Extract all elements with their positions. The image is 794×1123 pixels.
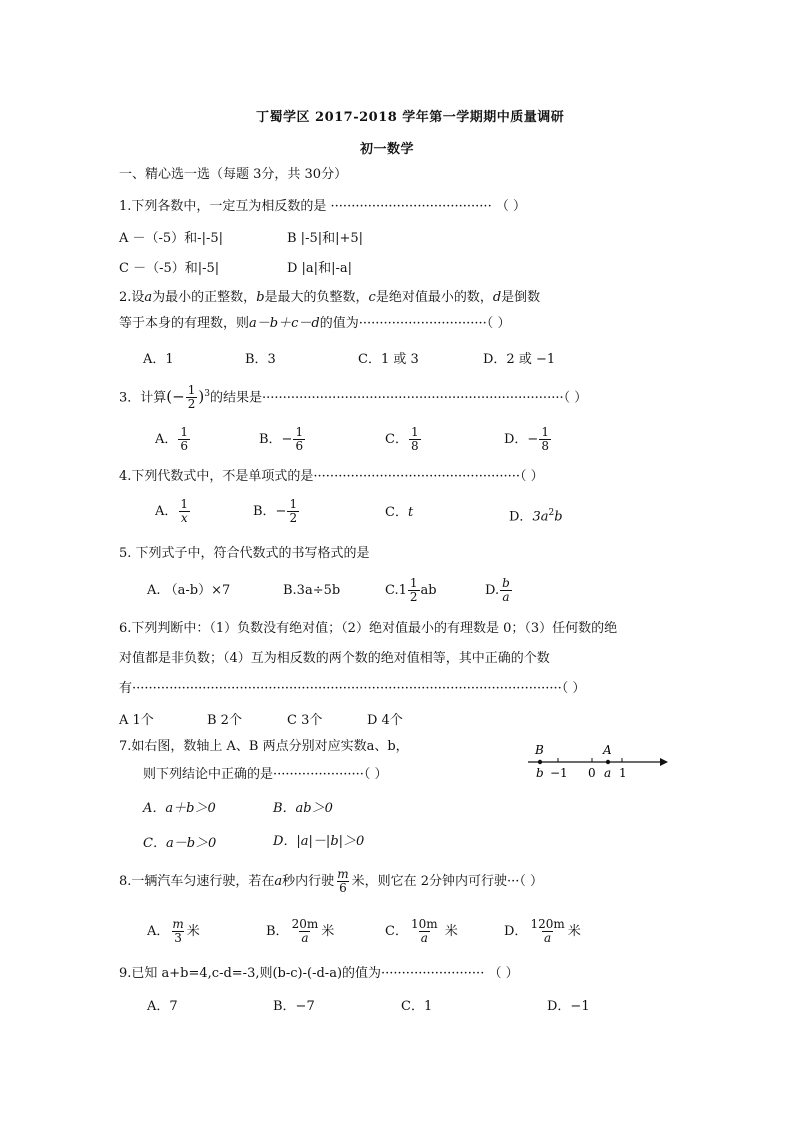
q4-d-expression: 3a [532, 509, 549, 525]
question-8-stem [119, 865, 543, 899]
q3-d-numerator: 1 [541, 425, 549, 439]
q3-c-numerator: 1 [410, 425, 419, 439]
question-2-option-b: B．3 [245, 352, 276, 367]
question-9-option-c: C．1 [401, 999, 433, 1014]
question-5-option-b: B.3a÷5b [283, 583, 341, 598]
question-6-option-a: A 1个 [119, 713, 154, 728]
q8-text-c: 米，则它在 2分钟内可行驶···（ ） [351, 874, 544, 889]
question-7-line-1: 7.如右图，数轴上 A、B 两点分别对应实数a、b， [119, 739, 409, 754]
q4-c-variable: t [407, 505, 414, 520]
q8-b-prefix: B． [266, 924, 289, 939]
question-7-option-d: D．|a|－|b|＞0 [273, 834, 365, 849]
q8-denominator: 6 [339, 881, 347, 895]
q2-text-c: 是最大的负整数， [264, 290, 369, 305]
question-4-option-d [509, 505, 563, 525]
question-9-option-d: D．−1 [547, 999, 590, 1014]
q8-distance-fraction [335, 868, 350, 895]
question-6-line-2: 对值都是非负数；（4）互为相反数的两个数的绝对值相等，其中正确的个数 [119, 651, 550, 666]
tick-label-a: a [604, 766, 612, 780]
point-b-dot [538, 760, 542, 764]
q8-b-numerator: 20m [291, 917, 319, 931]
q5-d-denominator: a [502, 590, 510, 604]
q8-d-unit: 米 [567, 924, 581, 939]
exam-subtitle: 初一数学 [360, 142, 415, 157]
q2-text-a: 2.设 [119, 290, 145, 305]
q3-a-numerator: 1 [180, 425, 189, 439]
question-8-option-d [504, 916, 581, 948]
question-6-option-c: C 3个 [287, 713, 323, 728]
question-2-line-2 [119, 316, 510, 332]
tick-label-minus-one: −1 [550, 766, 568, 780]
q8-a-fraction [170, 918, 185, 945]
q3-d-denominator: 8 [541, 439, 549, 453]
tick-label-b: b [536, 766, 544, 780]
q3-a-fraction [178, 426, 190, 453]
axis-arrow-icon [660, 758, 668, 766]
q2-var-b: b [256, 290, 265, 305]
q8-b-denominator: a [301, 931, 309, 945]
q5-d-fraction [500, 577, 512, 604]
q5-c-tail: ab [420, 583, 437, 598]
q5-d-prefix: D. [485, 583, 500, 598]
exam-title: 丁蜀学区 2017-2018 学年第一学期期中质量调研 [256, 110, 565, 125]
question-2-option-c: C．1 或 3 [358, 352, 419, 367]
question-2-line-1 [119, 290, 540, 306]
q8-a-prefix: A． [147, 924, 170, 939]
q4-a-fraction [178, 498, 190, 525]
q5-c-prefix: C.1 [385, 583, 407, 598]
tick-label-zero: 0 [588, 766, 596, 780]
q2-text-e: 是倒数 [501, 290, 541, 305]
q8-b-fraction [290, 918, 321, 945]
q5-d-numerator: b [502, 576, 510, 590]
question-8-option-a [147, 916, 200, 948]
q5-c-numerator: 1 [409, 576, 418, 590]
question-8-option-b [266, 916, 334, 948]
tick-label-one: 1 [619, 766, 627, 780]
question-9-option-a: A．7 [147, 999, 178, 1014]
q3-base-fraction [186, 384, 198, 411]
q3-d-fraction [539, 426, 551, 453]
q8-b-unit: 米 [321, 924, 335, 939]
number-line-diagram [520, 740, 670, 782]
section-heading: 一、精心选一选（每题 3分，共 30分） [119, 167, 348, 182]
q3-b-numerator: 1 [295, 425, 304, 439]
question-3-option-d [504, 425, 552, 455]
label-point-b: B [535, 743, 544, 757]
question-1-option-b: B |-5|和|+5| [287, 231, 364, 246]
question-1-option-a: A －（-5）和-|-5| [119, 231, 224, 246]
question-9-option-b: B．−7 [273, 999, 315, 1014]
q2-text-d: 是绝对值最小的数， [375, 290, 493, 305]
question-4-option-c [385, 505, 413, 521]
q2-text-b: 为最小的正整数， [152, 290, 257, 305]
q2-var-a: a [144, 290, 153, 305]
question-6-line-3: 有········································································································（ ） [119, 681, 586, 696]
q4-b-denominator: 2 [289, 511, 298, 525]
q3-c-fraction [409, 426, 421, 453]
q8-text-a: 8.一辆汽车匀速行驶，若在 [119, 874, 275, 889]
q4-a-numerator: 1 [180, 497, 189, 511]
question-7-line-2: 则下列结论中正确的是······················（ ） [143, 767, 388, 782]
question-4-stem: 4.下列代数式中，不是单项式的是··················································（ ） [119, 469, 544, 484]
q8-d-fraction [528, 918, 566, 945]
q4-b-fraction [287, 498, 299, 525]
question-6-line-1: 6.下列判断中：（1）负数没有绝对值；（2）绝对值最小的有理数是 0；（3）任何数的绝 [119, 621, 618, 636]
question-9-stem: 9.已知 a+b=4,c-d=-3,则(b-c)-(-d-a)的值为························· （ ） [119, 966, 519, 981]
q8-var-a: a [274, 874, 283, 889]
q2-expression: a－b＋c－d [249, 316, 320, 331]
q8-a-numerator: m [172, 917, 184, 931]
q3-text-b: 的结果是·········································································（ ） [209, 390, 588, 406]
question-3-stem: 3．计算(− $\frac{1}{2}$ )$^3$的结果是·········································································（ ） [119, 383, 588, 412]
q8-d-prefix: D． [504, 924, 528, 939]
q8-numerator: m [337, 867, 349, 881]
point-a-dot [606, 760, 610, 764]
q3-c-denominator: 8 [410, 439, 419, 453]
q4-d-tail: b [554, 509, 563, 525]
q4-a-prefix: A． [155, 504, 178, 519]
q4-a-denominator: x [180, 511, 188, 525]
question-5-stem: 5. 下列式子中，符合代数式的书写格式的是 [119, 546, 370, 561]
q8-c-prefix: C． [385, 924, 408, 939]
q2-var-d: d [492, 290, 502, 305]
q3-base-denominator: 2 [187, 397, 196, 412]
q3-text-a: 3．计算 [119, 390, 167, 406]
question-7-option-b: B．ab＞0 [273, 801, 333, 816]
q8-c-fraction [409, 918, 440, 945]
q8-c-numerator: 10m [410, 917, 438, 931]
q4-b-prefix: B．− [253, 504, 287, 519]
question-2-option-d: D．2 或 −1 [483, 352, 556, 367]
q5-c-denominator: 2 [409, 590, 418, 604]
q2-text-g: 的值为·······························（ ） [319, 316, 511, 331]
question-8-option-c [385, 916, 458, 948]
q4-b-numerator: 1 [289, 497, 298, 511]
question-7-option-a: A．a＋b＞0 [143, 801, 216, 816]
q3-a-prefix: A． [155, 432, 178, 447]
question-4-option-b [253, 497, 300, 527]
question-3-option-b [259, 425, 306, 455]
q8-c-denominator: a [420, 931, 428, 945]
q2-text-f: 等于本身的有理数，则 [119, 316, 250, 331]
q2-var-c: c [368, 290, 376, 305]
q8-text-b: 秒内行驶 [282, 874, 335, 889]
q3-c-prefix: C． [385, 432, 408, 447]
q4-d-prefix: D． [509, 509, 533, 525]
q4-c-prefix: C． [385, 505, 408, 520]
question-5-option-d [485, 574, 513, 608]
question-1-option-d: D |a|和|-a| [287, 261, 352, 276]
question-3-option-c [385, 425, 422, 455]
q8-d-numerator: 120m [530, 917, 565, 931]
question-1-option-c: C －（-5）和|-5| [119, 261, 220, 276]
question-1-stem: 1.下列各数中，一定互为相反数的是 ······································· （ ） [119, 199, 526, 214]
q8-c-unit: 米 [440, 924, 458, 939]
question-5-option-c [385, 574, 437, 608]
q3-b-denominator: 6 [295, 439, 304, 453]
q8-a-unit: 米 [186, 924, 200, 939]
q3-d-prefix: D．− [504, 432, 539, 447]
q4-d-exponent: 2 [548, 508, 555, 518]
question-4-option-a [155, 497, 191, 527]
q5-c-fraction [408, 577, 420, 604]
q3-exponent: 3 [204, 389, 210, 399]
q3-b-fraction [293, 426, 305, 453]
question-7-option-c: C．a－b＞0 [143, 836, 217, 851]
question-3-option-a [155, 425, 191, 455]
q8-a-denominator: 3 [174, 931, 182, 945]
label-point-a: A [603, 743, 612, 757]
q3-base-numerator: 1 [187, 383, 196, 398]
question-2-option-a: A．1 [143, 352, 174, 367]
question-6-option-d: D 4个 [367, 713, 403, 728]
question-5-option-a: A. （a-b）×7 [147, 583, 231, 598]
q3-b-prefix: B．− [259, 432, 293, 447]
q8-d-denominator: a [544, 931, 552, 945]
q3-a-denominator: 6 [180, 439, 189, 453]
question-6-option-b: B 2个 [207, 713, 242, 728]
